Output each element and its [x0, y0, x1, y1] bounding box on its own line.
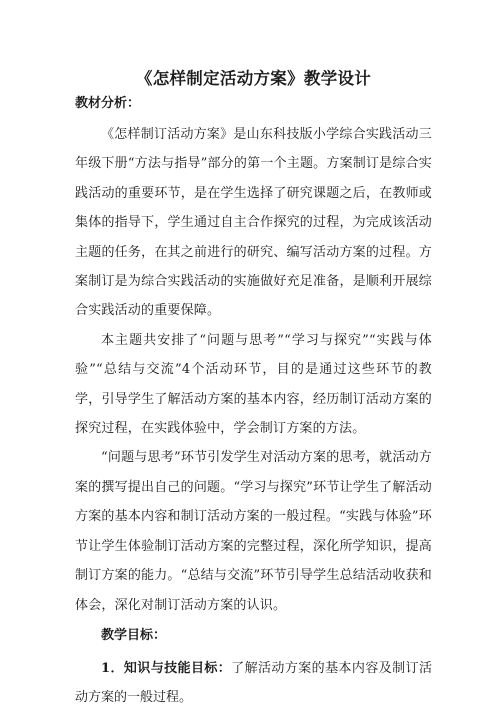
analysis-paragraph-3: “问题与思考”环节引发学生对活动方案的思考，就活动方案的撰写提出自己的问题。“学习与探究”环节让学生了解活动方案的基本内容和制订活动方案的一般过程。“实践与体验”环节让学生体验制订活动方案的完整过程，深化所学知识，提高制订方案的能力。“总结与交流”环节引导学生总结活动收获和体会，深化对制订活动方案的认识。 — [75, 450, 432, 613]
goal-item-label: 1．知识与技能目标： — [101, 660, 232, 676]
analysis-heading: 教材分析： — [75, 96, 141, 111]
goals-heading: 教学目标： — [101, 627, 167, 643]
analysis-paragraph-2: 本主题共安排了“问题与思考”“学习与探究”“实践与体验”“总结与交流”4个活动环节，目的是通过这些环节的教学，引导学生了解活动方案的基本内容，经历制订活动方案的探究过程，在实践体验中，学会制订方案的方法。 — [75, 332, 432, 437]
goal-item-1 — [75, 654, 432, 713]
goal-item-text: 了解活动方案的基本内容及制订活动方案的一般过程。 — [75, 660, 432, 706]
analysis-paragraph-1: 《怎样制订活动方案》是山东科技版小学综合实践活动三年级下册“方法与指导”部分的第一个主题。方案制订是综合实践活动的重要环节，是在学生选择了研究课题之后，在教师或集体的指导下，学生通过自主合作探究的过程，为完成该活动主题的任务，在其之前进行的研究、编写活动方案的过程。方案制订是为综合实践活动的实施做好充足准备，是顺利开展综合实践活动的重要保障。 — [75, 127, 432, 319]
document-title: 《怎样制定活动方案》教学设计 — [135, 69, 372, 88]
